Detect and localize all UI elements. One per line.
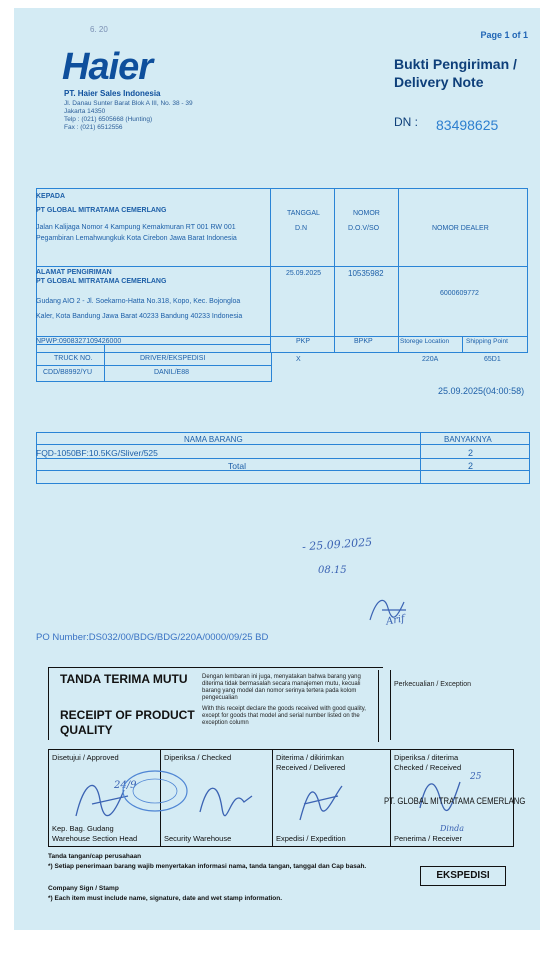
truck-value: CDD/B8992/YU xyxy=(43,369,93,376)
warehouse-head-role-id: Kep. Bag. Gudang xyxy=(52,824,114,833)
warehouse-stamp-icon xyxy=(120,766,190,816)
recipient-name: PT GLOBAL MITRATAMA CEMERLANG xyxy=(36,207,167,214)
company-name: PT. Haier Sales Indonesia xyxy=(64,89,161,98)
receipt-title-id: TANDA TERIMA MUTU xyxy=(60,672,188,686)
ekspedisi-box: EKSPEDISI xyxy=(420,866,506,886)
po-number: PO Number:DS032/00/BDG/BDG/220A/0000/09/25 BD xyxy=(36,632,269,643)
recipient-address-line1: Jalan Kalijaga Nomor 4 Kampung Kemakmuran RT 001 RW 001 xyxy=(36,224,236,231)
total-qty: 2 xyxy=(468,461,474,471)
tanggal-value: 25.09.2025 xyxy=(286,270,322,277)
storage-header: Storege Location xyxy=(400,338,450,345)
dealer-value: 6000609772 xyxy=(440,290,479,297)
item-qty-header: BANYAKNYA xyxy=(444,435,492,444)
handwritten-name: Arif xyxy=(385,613,406,628)
receiver-company-stamp: PT. GLOBAL MITRATAMA CEMERLANG xyxy=(384,796,526,806)
company-sign-label: Company Sign / Stamp xyxy=(48,885,119,892)
driver-header: DRIVER/EKSPEDISI xyxy=(140,355,206,362)
security-role: Security Warehouse xyxy=(164,834,232,843)
receipt-text-en: With this receipt declare the goods received with good quality, except for goods that model and serial number listed on the exception column xyxy=(202,706,366,726)
handwritten-date: - 25.09.2025 xyxy=(301,535,373,554)
receipt-text-id: Dengan lembaran ini juga, menyatakan bahwa barang yang diterima tidak bermasalah secara manajemen mutu, kecuali barang yang model dan nomor serinya tertera pada kolom pengecualian xyxy=(202,674,361,701)
ship-address-line2: Kaler, Kota Bandung Jawa Barat 40233 Bandung 40233 Indonesia xyxy=(36,313,243,320)
recipient-address-line2: Pegambiran Lemahwungkuk Kota Cirebon Jawa Barat Indonesia xyxy=(36,235,237,242)
company-fax: Fax : (021) 6512556 xyxy=(64,124,123,131)
dn-label: DN : xyxy=(394,115,418,129)
dn-header: D.N xyxy=(295,225,308,232)
tanggal-header: TANGGAL xyxy=(287,210,320,217)
receiver-signature xyxy=(412,768,472,818)
checked-signature xyxy=(192,772,262,822)
dovso-header: D.O.V/SO xyxy=(348,225,380,232)
total-label: Total xyxy=(228,461,246,471)
truck-header: TRUCK NO. xyxy=(54,355,93,362)
driver-value: DANIL/E88 xyxy=(154,369,190,376)
pkp-header: PKP xyxy=(296,338,311,345)
handwritten-note-top: 6. 20 xyxy=(90,25,108,34)
shipping-header: Shipping Point xyxy=(466,338,508,345)
nomor-dealer-header: NOMOR DEALER xyxy=(432,225,489,232)
handwritten-receiver-date: 25 xyxy=(470,772,482,782)
approved-label: Disetujui / Approved xyxy=(52,753,119,762)
delivered-label-en: Received / Delivered xyxy=(276,763,346,772)
company-address-line: Jakarta 14350 xyxy=(64,108,106,115)
receipt-title-en: RECEIPT OF PRODUCT xyxy=(60,708,195,722)
delivered-label-id: Diterima / dikirimkan xyxy=(276,753,344,762)
nomor-header: NOMOR xyxy=(353,210,380,217)
ship-name: PT GLOBAL MITRATAMA CEMERLANG xyxy=(36,278,167,285)
storage-value: 220A xyxy=(422,356,439,363)
exception-label: Perkecualian / Exception xyxy=(394,681,472,688)
document-title-line2: Delivery Note xyxy=(394,74,484,90)
dn-number: 83498625 xyxy=(436,117,499,133)
receiver-role: Penerima / Receiver xyxy=(394,834,462,843)
item-qty: 2 xyxy=(468,448,474,458)
note-en: *) Each item must include name, signature, date and wet stamp information. xyxy=(48,895,283,902)
received-label-en: Checked / Received xyxy=(394,763,462,772)
handwritten-receiver-name: Dinda xyxy=(440,824,465,833)
page-indicator: Page 1 of 1 xyxy=(480,30,528,40)
handwritten-approval-date: 24/9 xyxy=(114,780,137,791)
checked-label: Diperiksa / Checked xyxy=(164,753,232,762)
print-timestamp: 25.09.2025(04:00:58) xyxy=(438,386,525,396)
haier-logo: Haier xyxy=(62,46,153,88)
company-phone: Telp : (021) 6505668 (Hunting) xyxy=(64,116,153,123)
npwp: NPWP:0908327109426000 xyxy=(36,338,122,345)
kepada-label: KEPADA xyxy=(36,193,66,200)
note-id: *) Setiap penerimaan barang wajib menyertakan informasi nama, tanda tangan, tanggal dan Cap basah. xyxy=(48,863,367,870)
handwritten-time: 08.15 xyxy=(318,565,347,576)
ship-address-label: ALAMAT PENGIRIMAN xyxy=(36,269,112,276)
company-address-line: Jl. Danau Sunter Barat Blok A III, No. 38 - 39 xyxy=(64,100,193,107)
ship-address-line1: Gudang AIO 2 - Jl. Soekarno-Hatta No.318, Kopo, Kec. Bojongloa xyxy=(36,298,241,305)
stamp-label-id: Tanda tangan/cap perusahaan xyxy=(48,853,142,860)
pkp-value: X xyxy=(296,356,301,363)
expedition-role: Expedisi / Expedition xyxy=(276,834,346,843)
bpkp-header: BPKP xyxy=(354,338,373,345)
document-title xyxy=(394,55,517,91)
item-name-header: NAMA BARANG xyxy=(184,435,243,444)
item-name: FQD-1050BF:10.5KG/Sliver/525 xyxy=(36,448,158,458)
warehouse-head-role-en: Warehouse Section Head xyxy=(52,834,138,843)
received-label-id: Diperiksa / diterima xyxy=(394,753,459,762)
receipt-title-en-line2: QUALITY xyxy=(60,723,113,737)
document-title-line1: Bukti Pengiriman / xyxy=(394,56,517,72)
shipping-value: 65D1 xyxy=(484,356,501,363)
nomor-value: 10535982 xyxy=(348,269,384,278)
expedition-signature xyxy=(290,776,360,828)
